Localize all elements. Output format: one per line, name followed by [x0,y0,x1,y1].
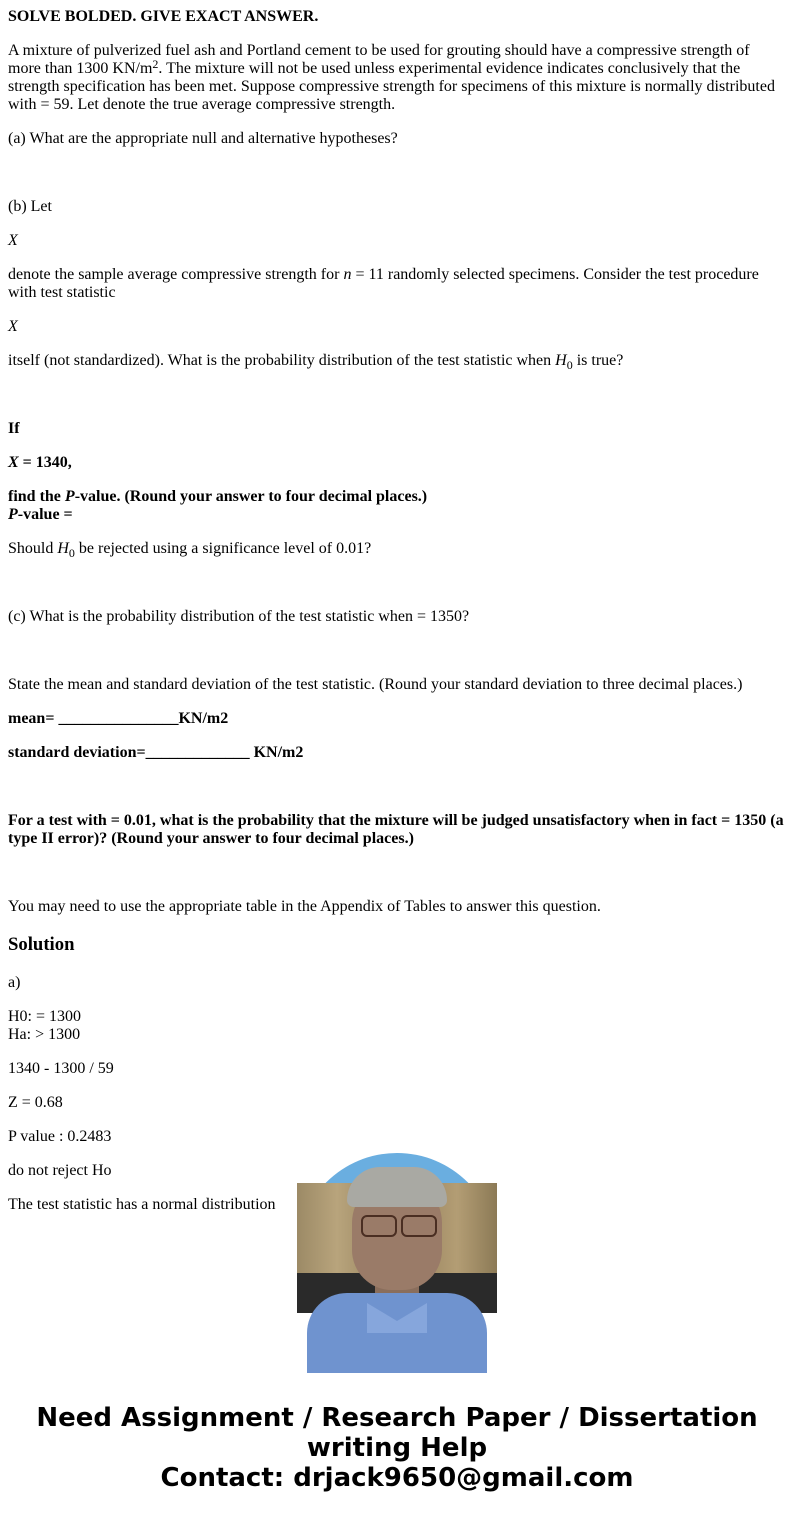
spacer [8,386,786,404]
solution-distribution: The test statistic has a normal distribution [8,1196,276,1213]
spacer [8,642,786,660]
part-c-state: State the mean and standard deviation of the test statistic. (Round your standard deviation to three decimal places.) [8,676,743,693]
spacer [8,574,786,592]
superscript: 2 [152,57,159,71]
promo-banner [0,1403,794,1493]
document-content [8,0,786,1213]
solution-part-a: a) [8,974,21,991]
part-a-question: (a) What are the appropriate null and alternative hypotheses? [8,130,398,147]
alt-hypothesis: Ha: > 1300 [8,1026,81,1043]
itself-text-2: is true? [572,352,624,369]
h-subscript-2: 0 [68,546,75,560]
solution-decision: do not reject Ho [8,1162,112,1179]
part-c-question: (c) What is the probability distribution of the test statistic when = 1350? [8,608,470,625]
instruction-heading: SOLVE BOLDED. GIVE EXACT ANSWER. [8,8,319,25]
promo-contact: Contact: drjack9650@gmail.com [160,1463,634,1493]
n-symbol: n [343,266,352,283]
part-b-denote [8,266,786,302]
avatar-shirt [307,1293,487,1373]
itself-text-1: itself (not standardized). What is the probability distribution of the test statistic when [8,352,556,369]
denote-text-2: = 11 randomly selected specimens. Consider the test procedure with test statistic [8,266,759,301]
pvalue-label: -value = [17,506,73,523]
avatar [297,1153,497,1353]
problem-intro [8,42,786,114]
x-bar-symbol: X [8,232,18,249]
promo-line-1: Need Assignment / Research Paper / Dissertation [36,1403,758,1433]
solution-heading: Solution [8,934,75,955]
appendix-note: You may need to use the appropriate table in the Appendix of Tables to answer this question. [8,898,601,915]
x-value: = 1340, [18,454,72,471]
solution-z: Z = 0.68 [8,1094,63,1111]
h-symbol: H [555,352,567,369]
solution-hypotheses [8,1008,786,1044]
glasses-icon [401,1215,437,1237]
intro-text-1: A mixture of pulverized fuel ash and Portland cement to be used for grouting should have a compressive strength of more than 1300 KN/m [8,42,750,77]
bold-if: If [8,420,20,437]
avatar-hair [347,1167,447,1207]
mean-blank: mean= _______________KN/m2 [8,710,229,727]
sd-blank: standard deviation=_____________ KN/m2 [8,744,304,761]
solution-calc: 1340 - 1300 / 59 [8,1060,114,1077]
type-ii-error-question: For a test with = 0.01, what is the probability that the mixture will be judged unsatisfactory when in fact = 1350 (a type II error)? (Round your answer to four decimal places.) [8,812,784,847]
null-hypothesis: H0: = 1300 [8,1008,82,1025]
spacer [8,864,786,882]
find-text-1: find the [8,488,65,505]
solution-pvalue: P value : 0.2483 [8,1128,112,1145]
find-text-2: -value. (Round your answer to four decimal places.) [74,488,428,505]
denote-text-1: denote the sample average compressive strength for [8,266,344,283]
should-text-1: Should [8,540,58,557]
p-symbol: P [64,488,75,505]
part-b-let: (b) Let [8,198,52,215]
x-symbol: X [8,454,19,471]
reject-question [8,540,786,558]
spacer [8,778,786,796]
p-symbol-2: P [8,506,18,523]
should-text-2: be rejected using a significance level of 0.01? [74,540,372,557]
h-symbol-2: H [57,540,69,557]
bold-find-pvalue [8,488,786,524]
bold-x-equals [8,454,786,472]
glasses-icon [361,1215,397,1237]
x-bar-symbol-2: X [8,318,18,335]
spacer [8,164,786,182]
h-subscript: 0 [566,358,573,372]
intro-text-2: . The mixture will not be used unless experimental evidence indicates conclusively that the strength specification has been met. Suppose compressive strength for specimens of this mixture is normally distributed with = 59. Let denote the true average compressive strength. [8,60,775,113]
part-b-distribution-question [8,352,786,370]
promo-line-2: writing Help [306,1433,488,1463]
